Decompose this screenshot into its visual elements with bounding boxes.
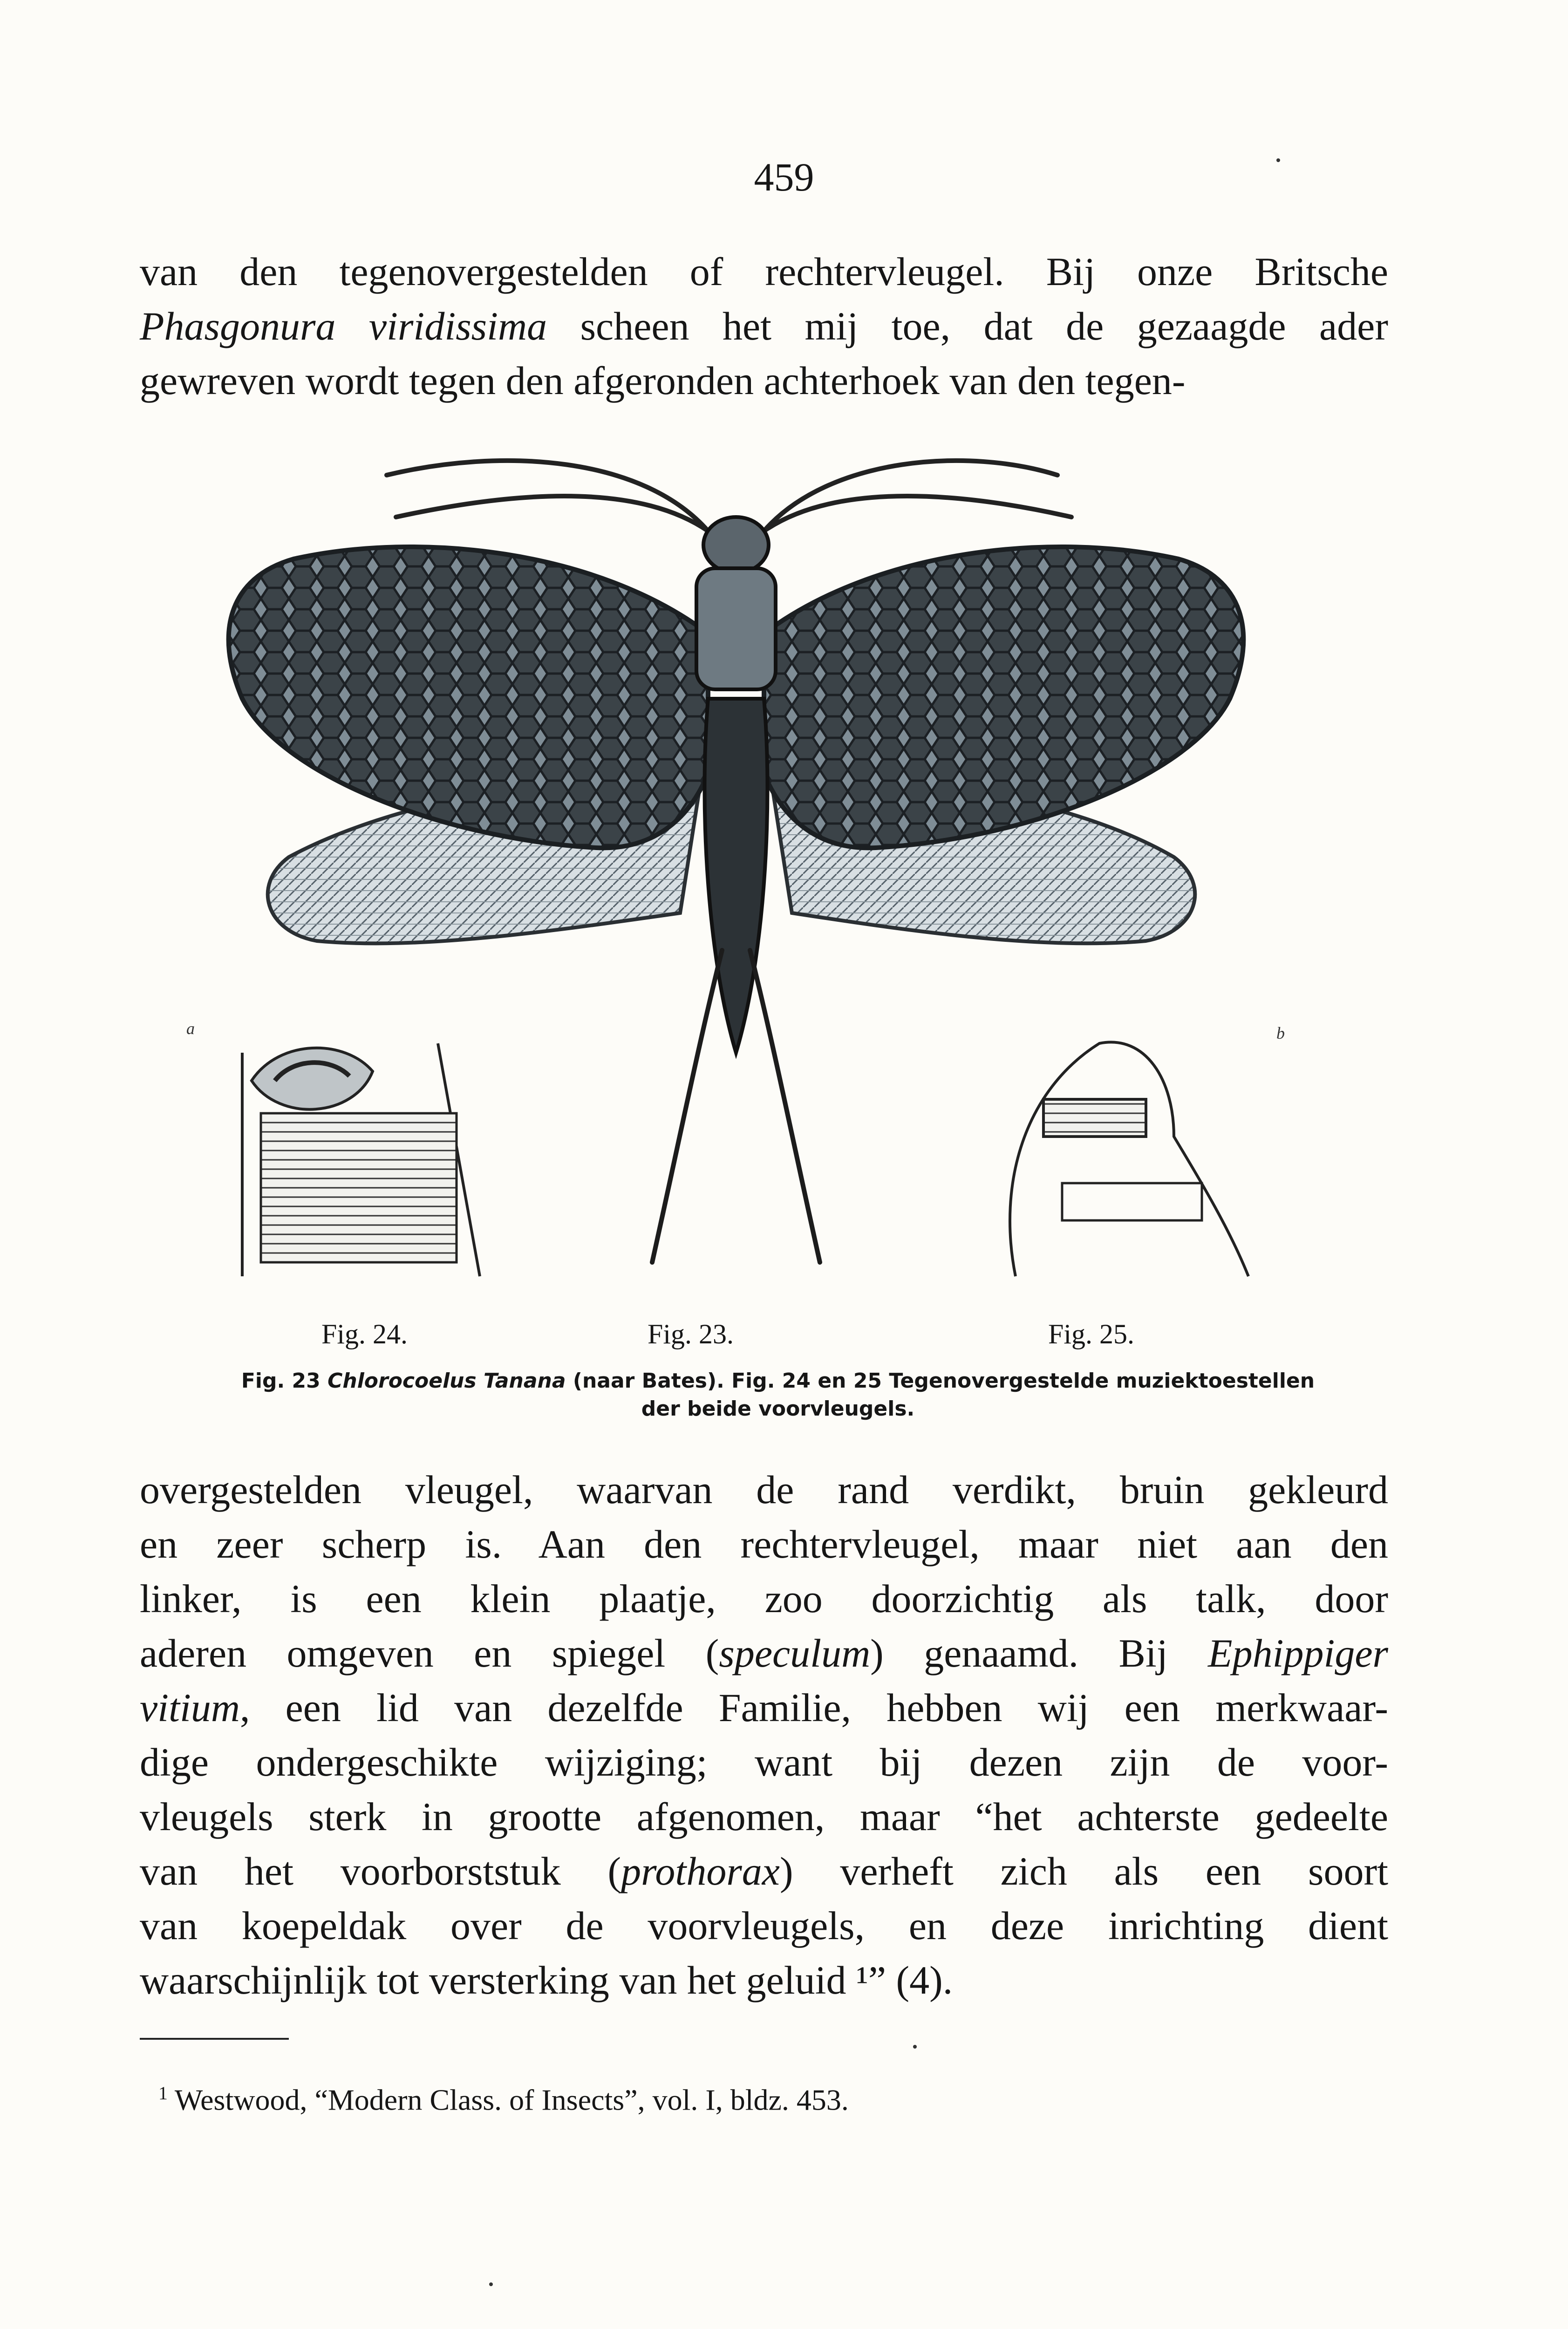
top-paragraph	[140, 245, 1388, 408]
text-line: van den tegenovergestelden of rechtervleugel. Bij onze Britsche	[140, 249, 1388, 294]
footnote-marker: 1	[158, 2083, 168, 2104]
paper-speck	[489, 2282, 493, 2286]
inset-label-a: a	[186, 1019, 195, 1038]
right-forewing	[764, 547, 1243, 848]
right-foreleg	[764, 496, 1071, 531]
footnote-text: Westwood, “Modern Class. of Insects”, vol. I, bldz. 453.	[168, 2083, 849, 2117]
footnote	[158, 2082, 849, 2117]
text-line	[140, 1844, 1388, 1899]
italic-term: vitium	[140, 1685, 240, 1730]
insect-head	[703, 517, 769, 573]
paper-speck	[1276, 158, 1280, 162]
insect-abdomen	[705, 699, 768, 1053]
text-line: linker, is een klein plaatje, zoo doorzichtig als talk, door	[140, 1576, 1388, 1621]
italic-term: prothorax	[621, 1849, 780, 1893]
text-line	[140, 1626, 1388, 1681]
text-line	[140, 1681, 1388, 1735]
text-line: waarschijnlijk tot versterking van het geluid ¹” (4).	[140, 1958, 953, 2002]
fig23-label: Fig. 23.	[648, 1319, 734, 1349]
fig24-label: Fig. 24.	[321, 1319, 408, 1349]
text-line: vleugels sterk in grootte afgenomen, maar “het achterste gedeelte	[140, 1794, 1388, 1839]
fig25-inset	[1010, 1024, 1285, 1276]
caption-line: der beide voorvleugels.	[641, 1397, 915, 1421]
text-fragment: scheen het mij toe, dat de gezaagde ader	[547, 304, 1388, 348]
insect-thorax	[696, 568, 776, 689]
left-foreleg	[396, 496, 708, 531]
text-fragment: ) genaamd. Bij	[870, 1631, 1208, 1675]
inset-label-b: b	[1276, 1024, 1285, 1042]
text-line	[140, 299, 1388, 354]
italic-term: Ephippiger	[1208, 1631, 1388, 1675]
caption-fragment: Fig. 23	[241, 1369, 328, 1393]
footnote-divider	[140, 2038, 289, 2040]
caption-species-italic: Chlorocoelus Tanana	[327, 1369, 566, 1393]
fig25-label: Fig. 25.	[1048, 1319, 1135, 1349]
insect-engraving-figure	[177, 438, 1286, 1314]
text-line: van koepeldak over de voorvleugels, en deze inrichting dient	[140, 1903, 1388, 1948]
figure-caption	[140, 1367, 1416, 1423]
bottom-paragraph	[140, 1463, 1388, 2008]
text-fragment: , een lid van dezelfde Familie, hebben wij een merkwaar-	[239, 1685, 1388, 1730]
text-fragment: aderen omgeven en spiegel (	[140, 1631, 719, 1675]
text-line: gewreven wordt tegen den afgeronden achterhoek van den tegen-	[140, 358, 1186, 403]
species-name-italic: Phasgonura viridissima	[140, 304, 547, 348]
insect-body	[696, 517, 776, 1053]
fig24-inset	[186, 1019, 480, 1276]
caption-fragment: (naar Bates). Fig. 24 en 25 Tegenovergestelde muziektoestellen	[566, 1369, 1315, 1393]
text-line: en zeer scherp is. Aan den rechtervleugel, maar niet aan den	[140, 1522, 1388, 1566]
italic-term: speculum	[719, 1631, 871, 1675]
text-line: dige ondergeschikte wijziging; want bij dezen zijn de voor-	[140, 1740, 1388, 1784]
left-forewing	[229, 547, 708, 848]
caption-line	[140, 1367, 1416, 1395]
page-number: 459	[754, 155, 814, 199]
text-fragment: ) verheft zich als een soort	[779, 1849, 1389, 1893]
text-line: overgestelden vleugel, waarvan de rand verdikt, bruin gekleurd	[140, 1467, 1388, 1512]
text-fragment: van het voorborststuk (	[140, 1849, 621, 1893]
paper-speck	[913, 2045, 917, 2049]
